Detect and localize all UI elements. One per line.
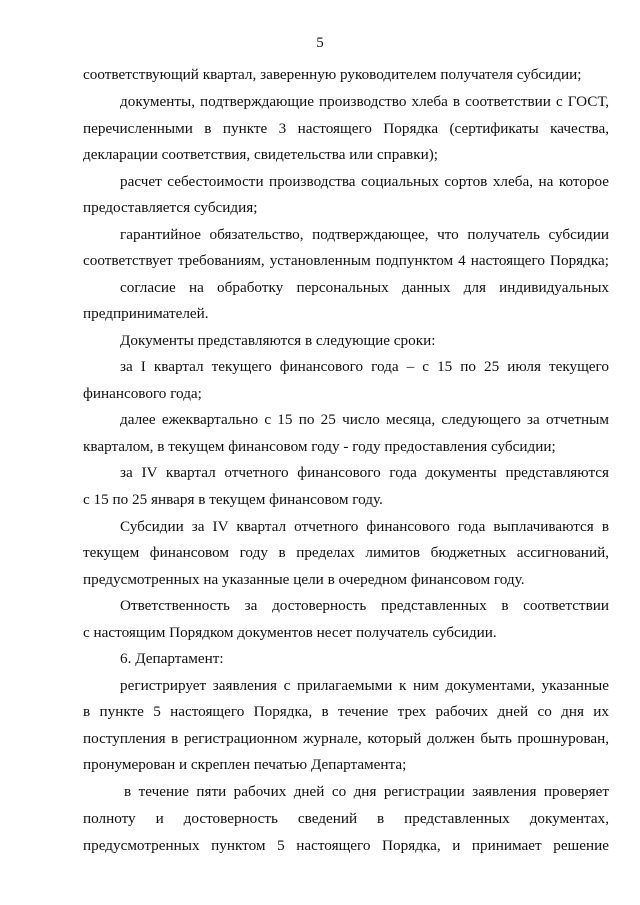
text-line: 6. Департамент:: [120, 650, 224, 667]
text-line: предусмотренных на указанные цели в очередном финансовом году.: [83, 571, 525, 588]
text-line: расчет себестоимости производства социальных сортов хлеба, на которое: [120, 173, 609, 190]
text-line: с 15 по 25 января в текущем финансовом году.: [83, 491, 383, 508]
text-line: далее ежеквартально с 15 по 25 число месяца, следующего за отчетным: [120, 411, 609, 428]
text-line: Документы представляются в следующие сроки:: [120, 332, 436, 349]
text-line: предусмотренных пунктом 5 настоящего Порядка, и принимает решение: [83, 837, 609, 854]
text-line: предоставляется субсидия;: [83, 199, 258, 216]
text-line: за IV квартал отчетного финансового года документы представляются: [120, 464, 609, 481]
text-line: гарантийное обязательство, подтверждающее, что получатель субсидии: [120, 226, 609, 243]
text-line: перечисленными в пункте 3 настоящего Порядка (сертификаты качества,: [83, 120, 609, 137]
text-line: декларации соответствия, свидетельства или справки);: [83, 146, 439, 163]
text-line: в течение пяти рабочих дней со дня регистрации заявления проверяет: [124, 783, 609, 800]
text-line: пронумерован и скреплен печатью Департамента;: [83, 756, 407, 773]
text-line: кварталом, в текущем финансовом году - году предоставления субсидии;: [83, 438, 556, 455]
page-number: 5: [316, 35, 324, 51]
text-line: полноту и достоверность сведений в представленных документах,: [83, 810, 609, 827]
text-line: с настоящим Порядком документов несет получатель субсидии.: [83, 624, 497, 641]
text-line: согласие на обработку персональных данных для индивидуальных: [120, 279, 609, 296]
text-line: в пункте 5 настоящего Порядка, в течение трех рабочих дней со дня их: [83, 703, 609, 720]
text-line: поступления в регистрационном журнале, который должен быть прошнурован,: [83, 730, 609, 747]
text-line: за I квартал текущего финансового года – с 15 по 25 июля текущего: [120, 358, 609, 375]
text-line: Ответственность за достоверность представленных в соответствии: [120, 597, 609, 614]
text-line: документы, подтверждающие производство хлеба в соответствии с ГОСТ,: [120, 93, 609, 110]
text-line: Субсидии за IV квартал отчетного финансового года выплачиваются в: [120, 518, 609, 535]
text-line: текущем финансовом году в пределах лимитов бюджетных ассигнований,: [83, 544, 609, 561]
text-line: финансового года;: [83, 385, 202, 402]
text-line: регистрирует заявления с прилагаемыми к ним документами, указанные: [120, 677, 609, 694]
text-line: соответствует требованиям, установленным подпунктом 4 настоящего Порядка;: [83, 252, 609, 269]
text-line: предпринимателей.: [83, 305, 209, 322]
text-line: соответствующий квартал, заверенную руководителем получателя субсидии;: [83, 66, 582, 83]
